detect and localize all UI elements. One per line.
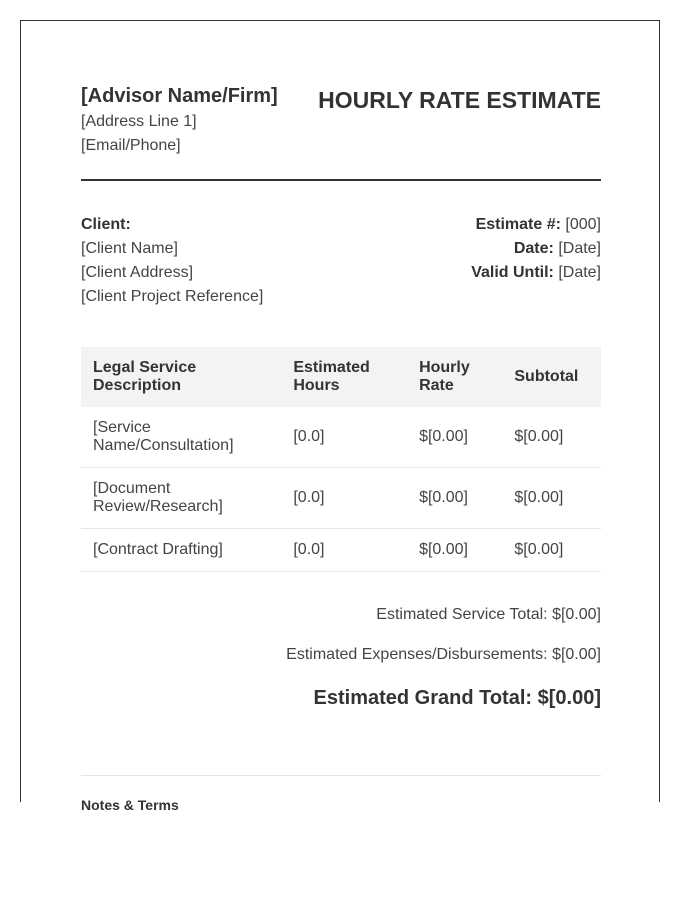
- notes-heading: Notes & Terms: [81, 797, 179, 813]
- valid-until-label: Valid Until:: [471, 264, 554, 281]
- table-row: [81, 468, 601, 529]
- estimate-meta: [471, 213, 601, 285]
- estimate-date: [471, 237, 601, 261]
- advisor-contact: [Email/Phone]: [81, 137, 181, 154]
- client-label: Client:: [81, 216, 131, 233]
- header-hours: Estimated Hours: [281, 347, 407, 407]
- notes-divider: [81, 775, 601, 776]
- row-rate: $[0.00]: [407, 468, 502, 529]
- grand-total: Estimated Grand Total: $[0.00]: [313, 687, 601, 709]
- row-description: [Document Review/Research]: [81, 468, 281, 529]
- estimate-date-value: [Date]: [558, 240, 601, 257]
- table-row: [81, 407, 601, 468]
- estimate-document: [20, 20, 660, 813]
- row-rate: $[0.00]: [407, 407, 502, 468]
- estimate-number: [471, 213, 601, 237]
- document-title: HOURLY RATE ESTIMATE: [318, 87, 601, 113]
- estimate-valid-until: [471, 261, 601, 285]
- header-rate: Hourly Rate: [407, 347, 502, 407]
- valid-until-value: [Date]: [558, 264, 601, 281]
- expenses-total: Estimated Expenses/Disbursements: $[0.00]: [286, 646, 601, 663]
- row-rate: $[0.00]: [407, 529, 502, 572]
- row-hours: [0.0]: [281, 529, 407, 572]
- estimate-number-value: [000]: [565, 216, 601, 233]
- table-header-row: [81, 347, 601, 407]
- row-description: [Contract Drafting]: [81, 529, 281, 572]
- services-table: [81, 347, 601, 572]
- service-total: Estimated Service Total: $[0.00]: [376, 606, 601, 623]
- table-row: [81, 529, 601, 572]
- header-divider: [81, 179, 601, 181]
- advisor-address: [Address Line 1]: [81, 113, 197, 130]
- header-subtotal: Subtotal: [502, 347, 601, 407]
- client-info: [81, 213, 263, 309]
- advisor-name: [Advisor Name/Firm]: [81, 85, 278, 107]
- client-name: [Client Name]: [81, 240, 178, 257]
- row-subtotal: $[0.00]: [502, 407, 601, 468]
- row-description: [Service Name/Consultation]: [81, 407, 281, 468]
- estimate-number-label: Estimate #:: [475, 216, 561, 233]
- client-address: [Client Address]: [81, 264, 194, 281]
- row-hours: [0.0]: [281, 468, 407, 529]
- row-hours: [0.0]: [281, 407, 407, 468]
- header-description: Legal Service Description: [81, 347, 281, 407]
- row-subtotal: $[0.00]: [502, 468, 601, 529]
- estimate-date-label: Date:: [513, 240, 554, 257]
- client-project-reference: [Client Project Reference]: [81, 288, 264, 305]
- row-subtotal: $[0.00]: [502, 529, 601, 572]
